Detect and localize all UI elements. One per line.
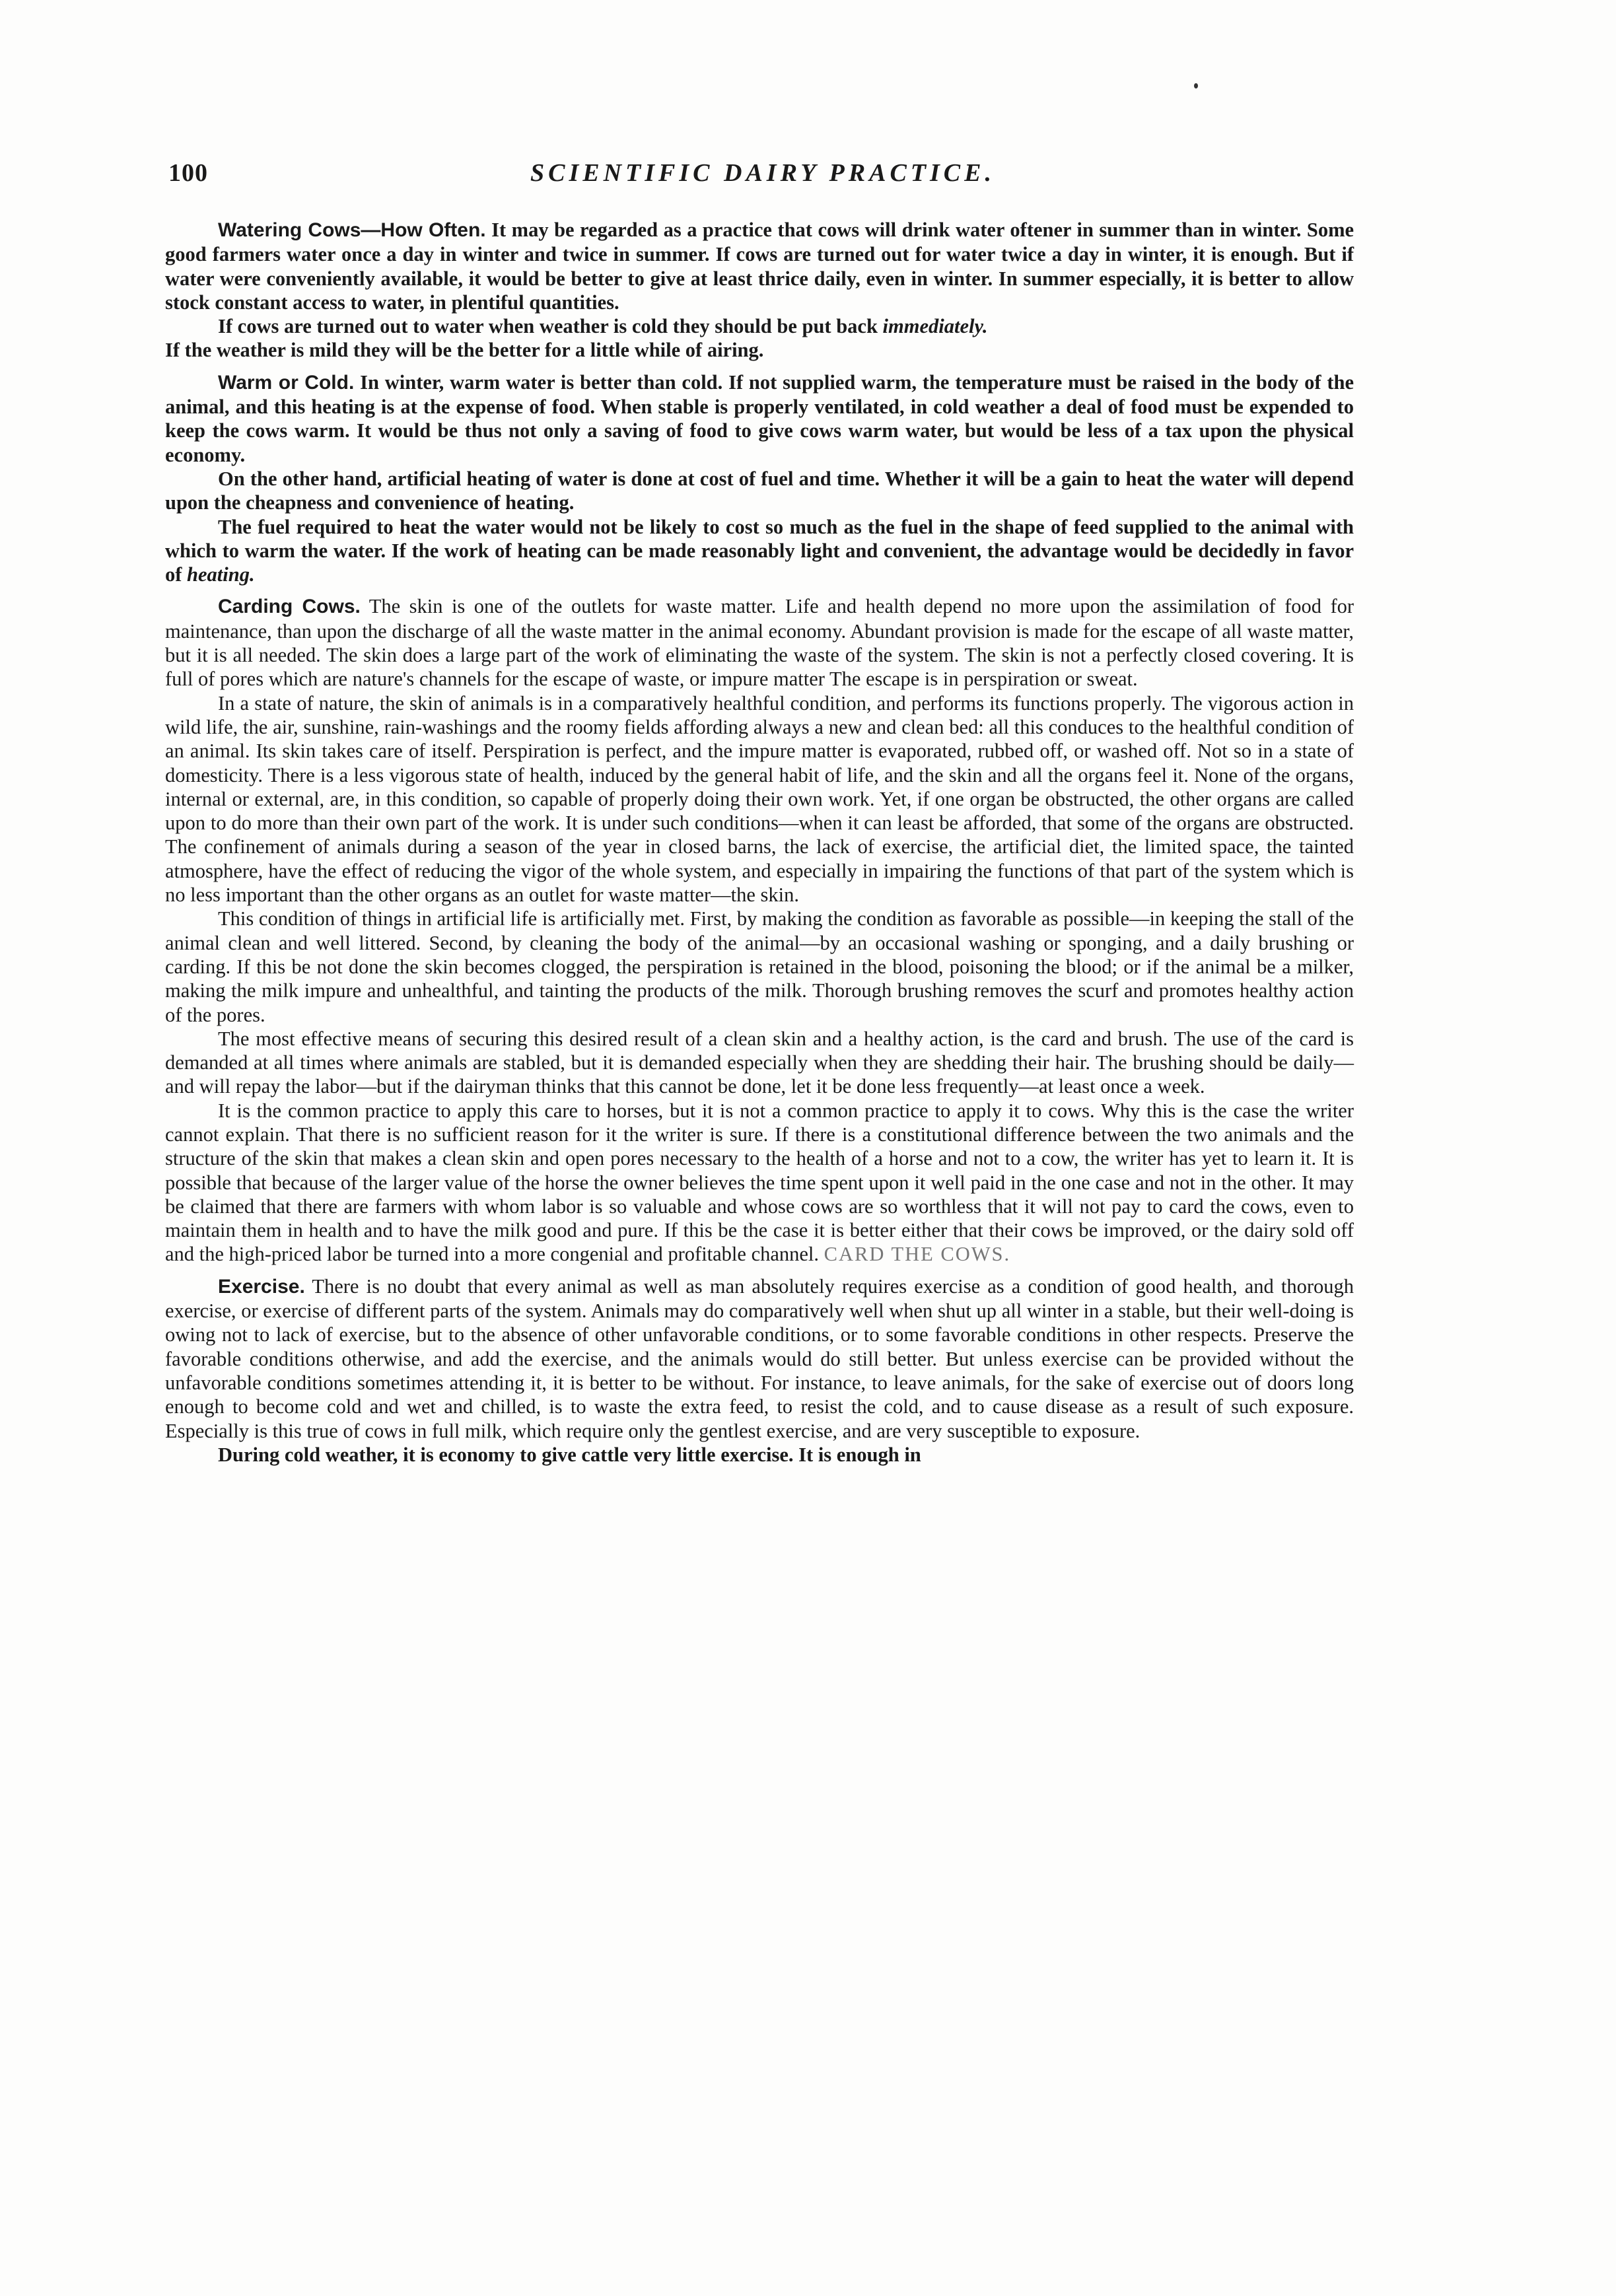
paragraph-text: This condition of things in artificial life is artificially met. First, by making the condition as favorable as possible—in keeping the stall of the animal clean and well littered. Second, by cleaning the body of the animal—by an occasional washing or sponging, and a daily brushing or carding. If this be not done the skin becomes clogged, the perspiration is retained in the blood, poisoning the blood; or if the animal be a milker, making the milk impure and unhealthful, and tainting the products of the milk. Thorough brushing removes the scurf and promotes healthy action of the pores. <box>165 907 1354 1026</box>
paragraph <box>165 594 1354 691</box>
paragraph-text: It is the common practice to apply this care to horses, but it is not a common practice to apply it to cows. Why this is the case the writer cannot explain. That there is no sufficient reason for it the writer is sure. If there is a constitutional difference between the two animals and the structure of the skin that makes a clean skin and open pores necessary to the health of a horse and not to a cow, the writer has yet to learn it. It is possible that because of the larger value of the horse the owner believes the time spent upon it well paid in the one case and not in the other. It may be claimed that there are farmers with whom labor is so valuable and whose cows are so worthless that it will not pay to card the cows, even to maintain them in health and to have the milk good and pure. If this be the case it is better either that their cows be improved, or the dairy sold off and the high-priced labor be turned into a more congenial and profitable channel. <box>165 1099 1354 1266</box>
paragraph-text: If cows are turned out to water when weather is cold they should be put back <box>218 315 883 338</box>
section-heading: Exercise. <box>218 1275 305 1298</box>
paragraph <box>165 515 1354 587</box>
paragraph <box>165 370 1354 467</box>
paragraph-text: The skin is one of the outlets for waste matter. Life and health depend no more upon the assimilation of food for maintenance, than upon the discharge of all the waste matter in the animal economy. Abundant provision is made for the escape of all waste matter, but it is all needed. The skin does a large part of the work of eliminating the waste of the system. The skin is not a perfectly closed covering. It is full of pores which are nature's channels for the escape of waste, or impure matter The escape is in perspiration or sweat. <box>165 595 1354 691</box>
paragraph-text: It may be regarded as a practice that cows will drink water oftener in summer than in winter. Some good farmers water once a day in winter and twice in summer. If cows are turned out for water twice a day in winter, it is enough. But if water were conveniently available, it would be better to give at least thrice daily, even in winter. In summer especially, it is better to allow stock constant access to water, in plentiful quantities. <box>165 219 1354 314</box>
paragraph <box>165 338 1354 362</box>
paragraph <box>165 467 1354 515</box>
section-heading: Carding Cows. <box>218 596 361 618</box>
paragraph-text: There is no doubt that every animal as well as man absolutely requires exercise as a condition of good health, and thorough exercise, or exercise of different parts of the system. Animals may do comparatively well when shut up all winter in a stable, but their well-doing is owing not to lack of exercise, but to the absence of other unfavorable conditions, or to some favorable conditions in other respects. Preserve the favorable conditions otherwise, and add the exercise, and the animals would do still better. But unless exercise can be provided without the unfavorable conditions sometimes attending it, it is better to be without. For instance, to leave animals, for the sake of exercise out of doors long enough to become cold and wet and chilled, is to waste the extra feed, to resist the cold, and to cause disease as a result of such exposure. Especially is this true of cows in full milk, which require only the gentlest exercise, and are very susceptible to exposure. <box>165 1274 1354 1442</box>
paragraph <box>165 1027 1354 1099</box>
paragraph <box>165 691 1354 907</box>
running-head <box>168 158 1357 198</box>
paragraph-text: In winter, warm water is better than cold. If not supplied warm, the temperature must be raised in the body of the animal, and this heating is at the expense of food. When stable is properly ventilated, in cold weather a deal of food must be expended to keep the cows warm. It would be thus not only a saving of food to give cows warm water, but would be less of a tax upon the physical economy. <box>165 370 1354 466</box>
inline-caption: CARD THE COWS. <box>824 1243 1011 1266</box>
paragraph-text: During cold weather, it is economy to give cattle very little exercise. It is enough in <box>218 1443 921 1466</box>
paragraph <box>165 907 1354 1026</box>
paragraph <box>165 1443 1354 1467</box>
section-heading: Watering Cows—How Often. <box>218 219 486 241</box>
paragraph-text: If the weather is mild they will be the better for a little while of airing. <box>165 339 764 362</box>
emphasis-text: immediately. <box>882 315 988 338</box>
paragraph-text: The most effective means of securing this desired result of a clean skin and a healthy action, is the card and brush. The use of the card is demanded at all times where animals are stabled, but it is demanded especially when they are shedding their hair. The brushing should be daily—and will repay the labor—but if the dairyman thinks that this cannot be done, let it be done less frequently—at least once a week. <box>165 1027 1354 1098</box>
paragraph-text: In a state of nature, the skin of animals is in a comparatively healthful condition, and performs its functions properly. The vigorous action in wild life, the air, sunshine, rain-washings and the roomy fields affording always a new and clean bed: all this conduces to the healthful condition of an animal. Its skin takes care of itself. Perspiration is perfect, and the impure matter is evaporated, rubbed off, or washed off. Not so in a state of domesticity. There is a less vigorous state of health, induced by the general habit of life, and the skin and all the organs feel it. None of the organs, internal or external, are, in this condition, so capable of properly doing their own work. Yet, if one organ be obstructed, the other organs are called upon to do more than their own part of the work. It is under such conditions—when it can least be afforded, that some of the organs are obstructed. The confinement of animals during a season of the year in closed barns, the lack of exercise, the artificial diet, the limited space, the tainted atmosphere, have the effect of reducing the vigor of the whole system, and especially in impairing the functions of that part of the system which is no less important than the other organs as an outlet for waste matter—the skin. <box>165 691 1354 907</box>
paragraph <box>165 1274 1354 1443</box>
paragraph <box>165 218 1354 314</box>
body-text <box>165 218 1354 1467</box>
paragraph-text: On the other hand, artificial heating of water is done at cost of fuel and time. Whether it will be a gain to heat the water will depend upon the cheapness and convenience of heating. <box>165 467 1354 514</box>
section-heading: Warm or Cold. <box>218 371 355 394</box>
paragraph-text: The fuel required to heat the water would not be likely to cost so much as the fuel in the shape of feed supplied to the animal with which to warm the water. If the work of heating can be made reasonably light and convenient, the advantage would be decidedly in favor of <box>165 515 1354 586</box>
running-title: SCIENTIFIC DAIRY PRACTICE. <box>530 159 995 187</box>
paragraph <box>165 314 1354 338</box>
page-number: 100 <box>168 159 208 187</box>
ink-speck <box>1194 83 1198 88</box>
paragraph <box>165 1099 1354 1267</box>
emphasis-text: heating. <box>187 563 255 586</box>
